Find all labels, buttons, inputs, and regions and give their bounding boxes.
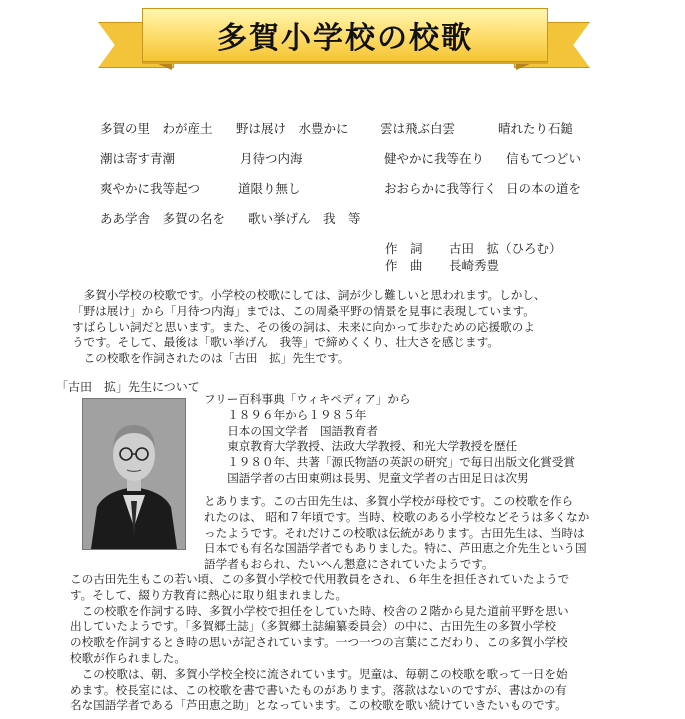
credit-role: 作 曲	[385, 258, 423, 273]
body-paragraph-full	[70, 572, 569, 714]
text-line: この校歌は、朝、多賀小学校全校に流されています。児童は、毎朝この校歌を歌って一日を始	[70, 666, 568, 681]
text-line: 東京教育大学教授、法政大学教授、和光大学教授を歴任	[204, 439, 518, 454]
credit-name: 長崎秀豊	[449, 258, 500, 273]
text-line: の校歌を作詞するとき時の思いが記されています。一つ一つの言葉にこだわり、この多賀小学校	[70, 635, 568, 650]
lyric-line: 道限り無し	[238, 181, 301, 196]
text-line: 多賀小学校の校歌です。小学校の校歌にしては、詞が少し難しいと思われます。しかし、	[72, 288, 546, 302]
body-paragraph-right	[204, 494, 589, 573]
text-line: 語学者もおられ、たいへん懇意にされていたようです。	[204, 557, 494, 572]
text-line: れたのは、 昭和７年頃です。当時、校歌のある小学校などそうは多くなか	[204, 509, 590, 524]
lyric-line: 月待つ内海	[240, 151, 303, 166]
lyric-line: 健やかに我等在り	[384, 151, 485, 166]
text-line: １８９６年から１９８５年	[204, 407, 367, 422]
text-line: 日本でも有名な国語学者でもありました。特に、芦田恵之介先生という国	[204, 541, 587, 556]
credit-lyricist	[385, 240, 562, 257]
text-line: 「野は展け」から「月待つ内海」までは、この周桑平野の情景を見事に表現しています。	[72, 303, 535, 318]
text-line: 国語学者の古田東朔は長男、児童文学者の古田足日は次男	[204, 470, 529, 485]
intro-paragraph	[72, 288, 546, 367]
lyric-line: 野は展け 水豊かに	[236, 121, 349, 136]
lyric-line: 雲は飛ぶ白雲	[380, 121, 456, 136]
text-line: ったようです。それだけこの校歌は伝統があります。古田先生は、当時は	[204, 525, 585, 540]
wiki-excerpt	[204, 392, 575, 487]
lyric-line: 信もてつどい	[506, 151, 582, 166]
text-line: この校歌を作詞する時、多賀小学校で担任をしていた時、校舎の２階から見た道前平野を思い	[70, 603, 569, 618]
lyric-line: ああ学舎 多賀の名を	[100, 211, 226, 226]
text-line: うです。そして、最後は「歌い挙げん 我等」で締めくくり、壮大さを感じます。	[72, 335, 499, 350]
text-line: 名な国語学者である「芦田恵之助」となっています。この校歌を歌い続けていきたいものです。	[70, 698, 567, 713]
lyric-line: おおらかに我等行く	[384, 181, 497, 196]
lyric-line: 歌い挙げん 我 等	[248, 211, 361, 226]
text-line: この古田先生もこの若い頃、この多賀小学校で代用教員をされ、６年生を担任されていたようで	[70, 572, 570, 586]
credit-role: 作 詞	[385, 241, 423, 256]
lyric-line: 爽やかに我等起つ	[100, 181, 201, 196]
text-line: す。そして、綴り方教育に熱心に取り組まれました。	[70, 587, 348, 602]
lyric-line: 潮は寄す青潮	[100, 151, 176, 166]
song-credits	[385, 240, 562, 274]
portrait-photo	[82, 398, 186, 550]
section-heading: 「古田 拡」先生について	[56, 380, 200, 394]
text-line: この校歌を作詞されたのは「古田 拡」先生です。	[72, 351, 350, 366]
credit-composer	[385, 257, 562, 274]
text-line: フリー百科事典「ウィキペディア」から	[204, 392, 411, 406]
lyric-line: 多賀の里 わが産土	[100, 121, 213, 136]
banner-plate	[142, 8, 548, 62]
text-line: 校歌が作られました。	[70, 650, 186, 665]
text-line: すばらしい詞だと思います。また、その後の詞は、未来に向かって歩むための応援歌のよ	[72, 319, 535, 334]
page-title: 多賀小学校の校歌	[217, 21, 473, 56]
lyric-line: 日の本の道を	[506, 181, 582, 196]
text-line: 出していたようです。「多賀郷土誌」（多賀郷土誌編纂委員会）の中に、古田先生の多賀小学校	[70, 619, 557, 634]
text-line: 日本の国文学者 国語教育者	[204, 423, 378, 438]
title-banner	[98, 4, 590, 82]
lyric-line: 晴れたり石鎚	[498, 121, 574, 136]
credit-name: 古田 拡（ひろむ）	[449, 241, 562, 256]
text-line: とあります。この古田先生は、多賀小学校が母校です。この校歌を作ら	[204, 494, 574, 508]
text-line: １９８０年、共著「源氏物語の英訳の研究」で毎日出版文化賞受賞	[204, 455, 576, 470]
text-line: めます。校長室には、この校歌を書で書いたものがあります。落款はないのですが、書はかの有	[70, 682, 567, 697]
